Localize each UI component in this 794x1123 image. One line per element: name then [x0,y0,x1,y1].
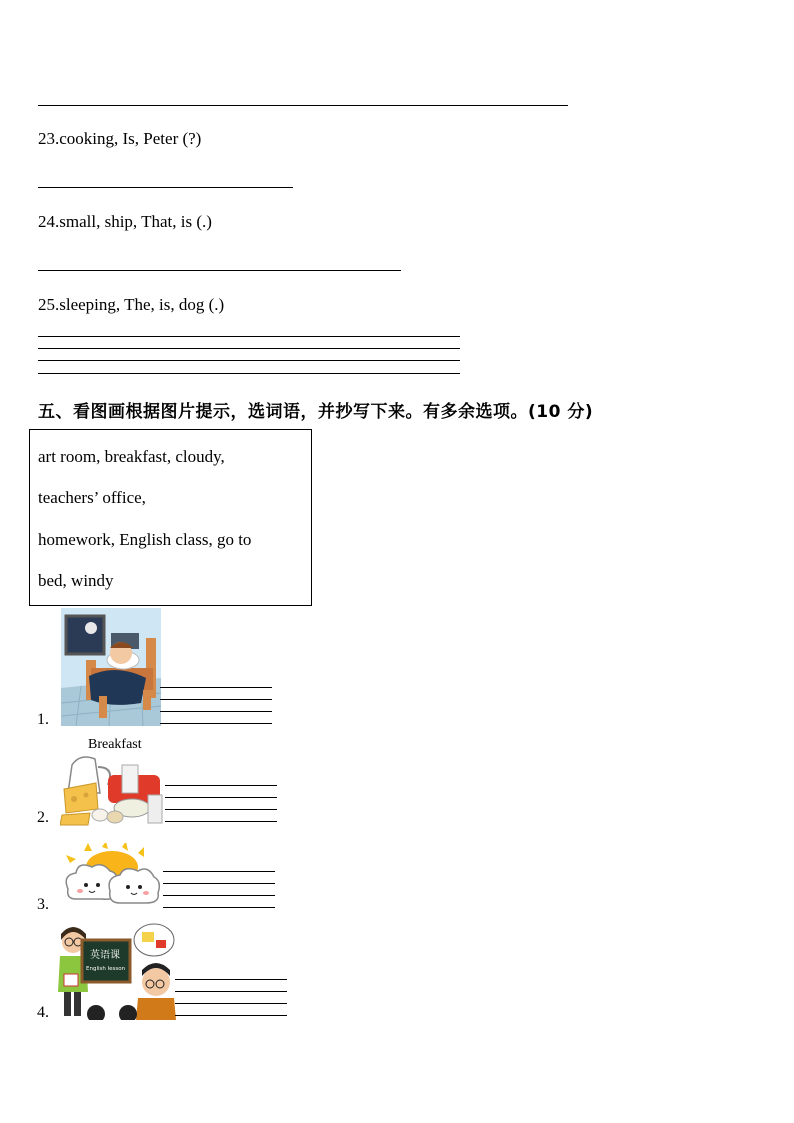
question-23 [38,129,201,149]
question-text: sleeping, The, is, dog (.) [59,295,225,314]
answer-line-4d[interactable] [175,1015,287,1016]
question-text: small, ship, That, is (.) [59,212,212,231]
answer-line-3a[interactable] [163,871,275,872]
word-bank [29,429,312,606]
answer-line-23[interactable] [38,187,293,188]
answer-line-1c[interactable] [160,711,272,712]
answer-line-1d[interactable] [160,723,272,724]
word-bank-line: teachers’ office, [38,488,146,507]
answer-line-3b[interactable] [163,883,275,884]
question-number: 24. [38,212,60,231]
question-24 [38,212,212,232]
answer-line-1a[interactable] [160,687,272,688]
answer-line-4a[interactable] [175,979,287,980]
answer-line-4b[interactable] [175,991,287,992]
word-bank-line: bed, windy [38,571,114,590]
item-number: 2. [37,809,49,826]
breakfast-picture [60,753,165,827]
word-bank-line: art room, breakfast, cloudy, [38,447,225,466]
answer-line-4c[interactable] [175,1003,287,1004]
board-text: 英语课 [90,950,120,961]
answer-line-2d[interactable] [165,821,277,822]
item-number: 4. [37,1004,49,1021]
answer-line-25d[interactable] [38,373,460,374]
answer-line-25b[interactable] [38,348,460,349]
answer-line-3c[interactable] [163,895,275,896]
question-number: 23. [38,129,60,148]
answer-line-22[interactable] [38,105,568,106]
answer-line-1b[interactable] [160,699,272,700]
answer-line-25a[interactable] [38,336,460,337]
english-class-picture [58,922,178,1020]
answer-line-2b[interactable] [165,797,277,798]
clouds-sun-picture [62,843,162,907]
word-bank-line: homework, English class, go to [38,530,252,549]
sleeping-boy-picture [61,608,161,726]
question-25 [38,295,224,315]
breakfast-caption: Breakfast [88,737,142,752]
answer-line-3d[interactable] [163,907,275,908]
item-number: 1. [37,711,49,728]
answer-line-2c[interactable] [165,809,277,810]
answer-line-2a[interactable] [165,785,277,786]
question-text: cooking, Is, Peter (?) [59,129,202,148]
answer-line-24[interactable] [38,270,401,271]
board-subtext: English lesson [86,966,126,972]
question-number: 25. [38,295,60,314]
item-number: 3. [37,896,49,913]
section-title: 五、看图画根据图片提示，选词语，并抄写下来。有多余选项。(10 分) [38,402,594,422]
answer-line-25c[interactable] [38,360,460,361]
